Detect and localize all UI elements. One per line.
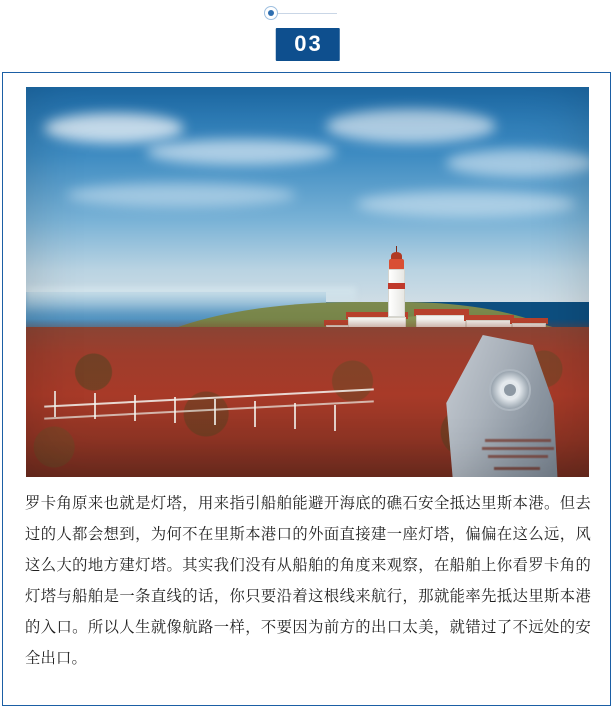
article-paragraph: 罗卡角原来也就是灯塔，用来指引船舶能避开海底的礁石安全抵达里斯本港。但去过的人都会想到，为何不在里斯本港口的外面直接建一座灯塔，偏偏在这么远，风这么大的地方建灯塔。其实我们没有从船舶的角度来观察，在船舶上你看罗卡角的灯塔与船舶是一条直线的话，你只要沿着这根线来航行，那就能率先抵达里斯本港的入口。所以人生就像航路一样，不要因为前方的出口太美，就错过了不远处的安全出口。 xyxy=(25,494,591,667)
fence-post xyxy=(54,391,56,417)
lighthouse-tower xyxy=(388,269,405,317)
lighthouse-band xyxy=(388,283,405,289)
section-number-badge: 03 xyxy=(275,28,339,61)
rotary-emblem-icon xyxy=(489,369,531,411)
stone-inscription-line xyxy=(494,467,540,470)
cloud xyxy=(146,139,336,165)
fence-post xyxy=(94,393,96,419)
fence-post xyxy=(254,401,256,427)
stone-inscription-line xyxy=(482,447,554,450)
fence-post xyxy=(214,399,216,425)
cloud xyxy=(44,113,184,143)
cloud xyxy=(66,183,296,207)
fence-post xyxy=(334,405,336,431)
fence-post xyxy=(134,395,136,421)
cloud xyxy=(326,109,496,143)
photo-canvas xyxy=(26,87,589,477)
article-photo xyxy=(26,87,589,477)
fence-post xyxy=(174,397,176,423)
circle-dot-icon-core xyxy=(268,10,274,16)
stone-inscription-line xyxy=(485,439,551,442)
stone-inscription-line xyxy=(488,455,548,458)
decorative-line xyxy=(275,13,337,14)
cloud xyxy=(356,191,576,217)
top-decoration xyxy=(0,0,615,26)
fence-post xyxy=(294,403,296,429)
content-card xyxy=(2,72,611,706)
cloud xyxy=(446,149,589,177)
fence xyxy=(44,387,374,425)
